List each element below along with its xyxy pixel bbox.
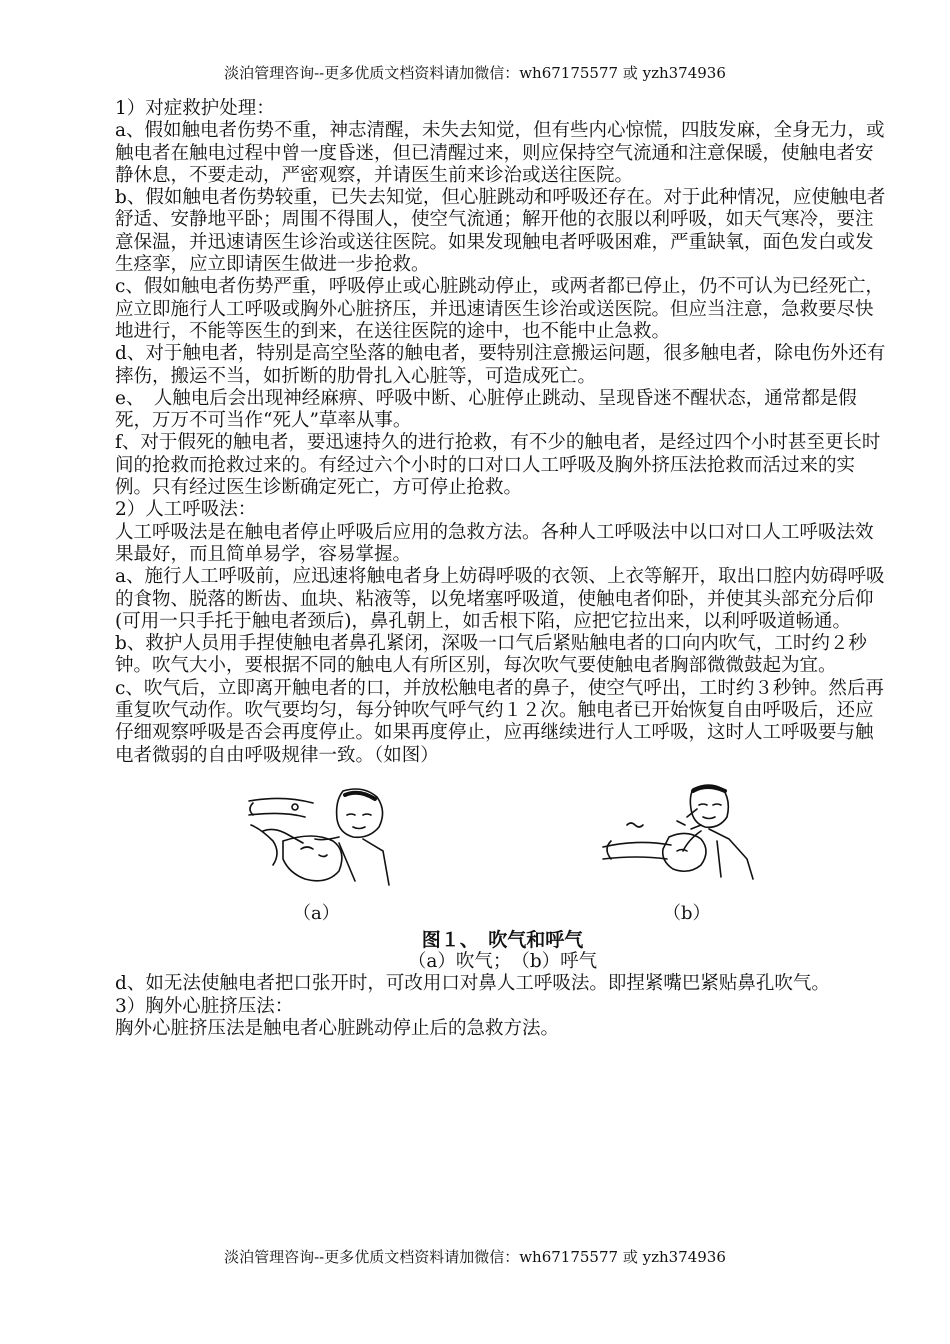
paragraph: d、如无法使触电者把口张开时，可改用口对鼻人工呼吸法。即捏紧嘴巴紧贴鼻孔吹气。 [115,973,830,995]
mouth-to-mouth-illustration [243,781,393,889]
paragraph: f、对于假死的触电者，要迅速持久的进行抢救，有不少的触电者，是经过四个小时甚至更长时间的抢救而抢救过来的。有经过六个小时的口对口人工呼吸及胸外挤压法抢救而活过来的实例。只有经过医生诊断确定死亡，方可停止抢救。 [115,432,881,499]
paragraph: a、施行人工呼吸前，应迅速将触电者身上妨碍呼吸的衣领、上衣等解开，取出口腔内妨碍呼吸的食物、脱落的断齿、血块、粘液等，以免堵塞呼吸道，使触电者仰卧，并使其头部充分后仰(可用一只手托于触电者颈后)，鼻孔朝上，如舌根下陷，应把它拉出来，以利呼吸道畅通。 [115,566,885,632]
paragraph: e、 人触电后会出现神经麻痹、呼吸中断、心脏停止跳动、呈现昏迷不醒状态，通常都是假死，万万不可当作“死人”草率从事。 [115,387,857,432]
figure-subtitle: （a）吹气； （b）呼气 [407,950,598,972]
figure-caption-b: （b） [663,902,711,924]
exhale-illustration [597,781,757,881]
page-header: 淡泊管理咨询--更多优质文档资料请加微信：wh67175577 或 yzh374936 [224,64,726,82]
section-heading: 3）胸外心脏挤压法： [115,995,294,1017]
paragraph: a、假如触电者伤势不重，神志清醒，未失去知觉，但有些内心惊慌，四肢发麻，全身无力，或触电者在触电过程中曾一度昏迷，但已清醒过来，则应保持空气流通和注意保暖，使触电者安静休息，不要走动，严密观察，并请医生前来诊治或送往医院。 [115,120,885,186]
section-heading: 1）对症救护处理： [115,98,275,119]
page-footer: 淡泊管理咨询--更多优质文档资料请加微信：wh67175577 或 yzh374936 [224,1248,726,1266]
section-heading: 2）人工呼吸法： [115,499,257,521]
paragraph: c、假如触电者伤势严重，呼吸停止或心脏跳动停止，或两者都已停止，仍不可认为已经死亡，应立即施行人工呼吸或胸外心脏挤压，并迅速请医生诊治或送医院。但应当注意，急救要尽快地进行，不能等医生的到来，在送往医院的途中，也不能中止急救。 [115,276,884,342]
figure-title: 图１、 吹气和呼气 [421,928,584,951]
document-body [115,98,890,1040]
figure-caption-a: （a） [293,902,340,924]
paragraph: b、救护人员用手捏使触电者鼻孔紧闭，深吸一口气后紧贴触电者的口向内吹气，工时约２秒钟。吹气大小，要根据不同的触电人有所区别，每次吹气要使触电者胸部微微鼓起为宜。 [115,633,867,677]
paragraph: 人工呼吸法是在触电者停止呼吸后应用的急救方法。各种人工呼吸法中以口对口人工呼吸法效果最好，而且简单易学，容易掌握。 [115,521,874,565]
paragraph: 胸外心脏挤压法是触电者心脏跳动停止后的急救方法。 [115,1017,560,1039]
paragraph: b、假如触电者伤势较重，已失去知觉，但心脏跳动和呼吸还存在。对于此种情况，应使触电者舒适、安静地平卧；周围不得围人，使空气流通；解开他的衣服以利呼吸，如天气寒冷，要注意保温，并迅速请医生诊治或送往医院。如果发现触电者呼吸困难，严重缺氧，面色发白或发生痉挛，应立即请医生做进一步抢救。 [115,187,886,276]
figure-1 [115,771,890,951]
paragraph: d、对于触电者，特别是高空坠落的触电者，要特别注意搬运问题，很多触电者，除电伤外还有摔伤，搬运不当，如折断的肋骨扎入心脏等，可造成死亡。 [115,343,886,387]
paragraph: c、吹气后，立即离开触电者的口，并放松触电者的鼻子，使空气呼出，工时约３秒钟。然后再重复吹气动作。吹气要均匀，每分钟吹气呼气约１２次。触电者已开始恢复自由呼吸后，还应仔细观察呼吸是否会再度停止。如果再度停止，应再继续进行人工呼吸，这时人工呼吸要与触电者微弱的自由呼吸规律一致。（如图） [115,677,884,766]
